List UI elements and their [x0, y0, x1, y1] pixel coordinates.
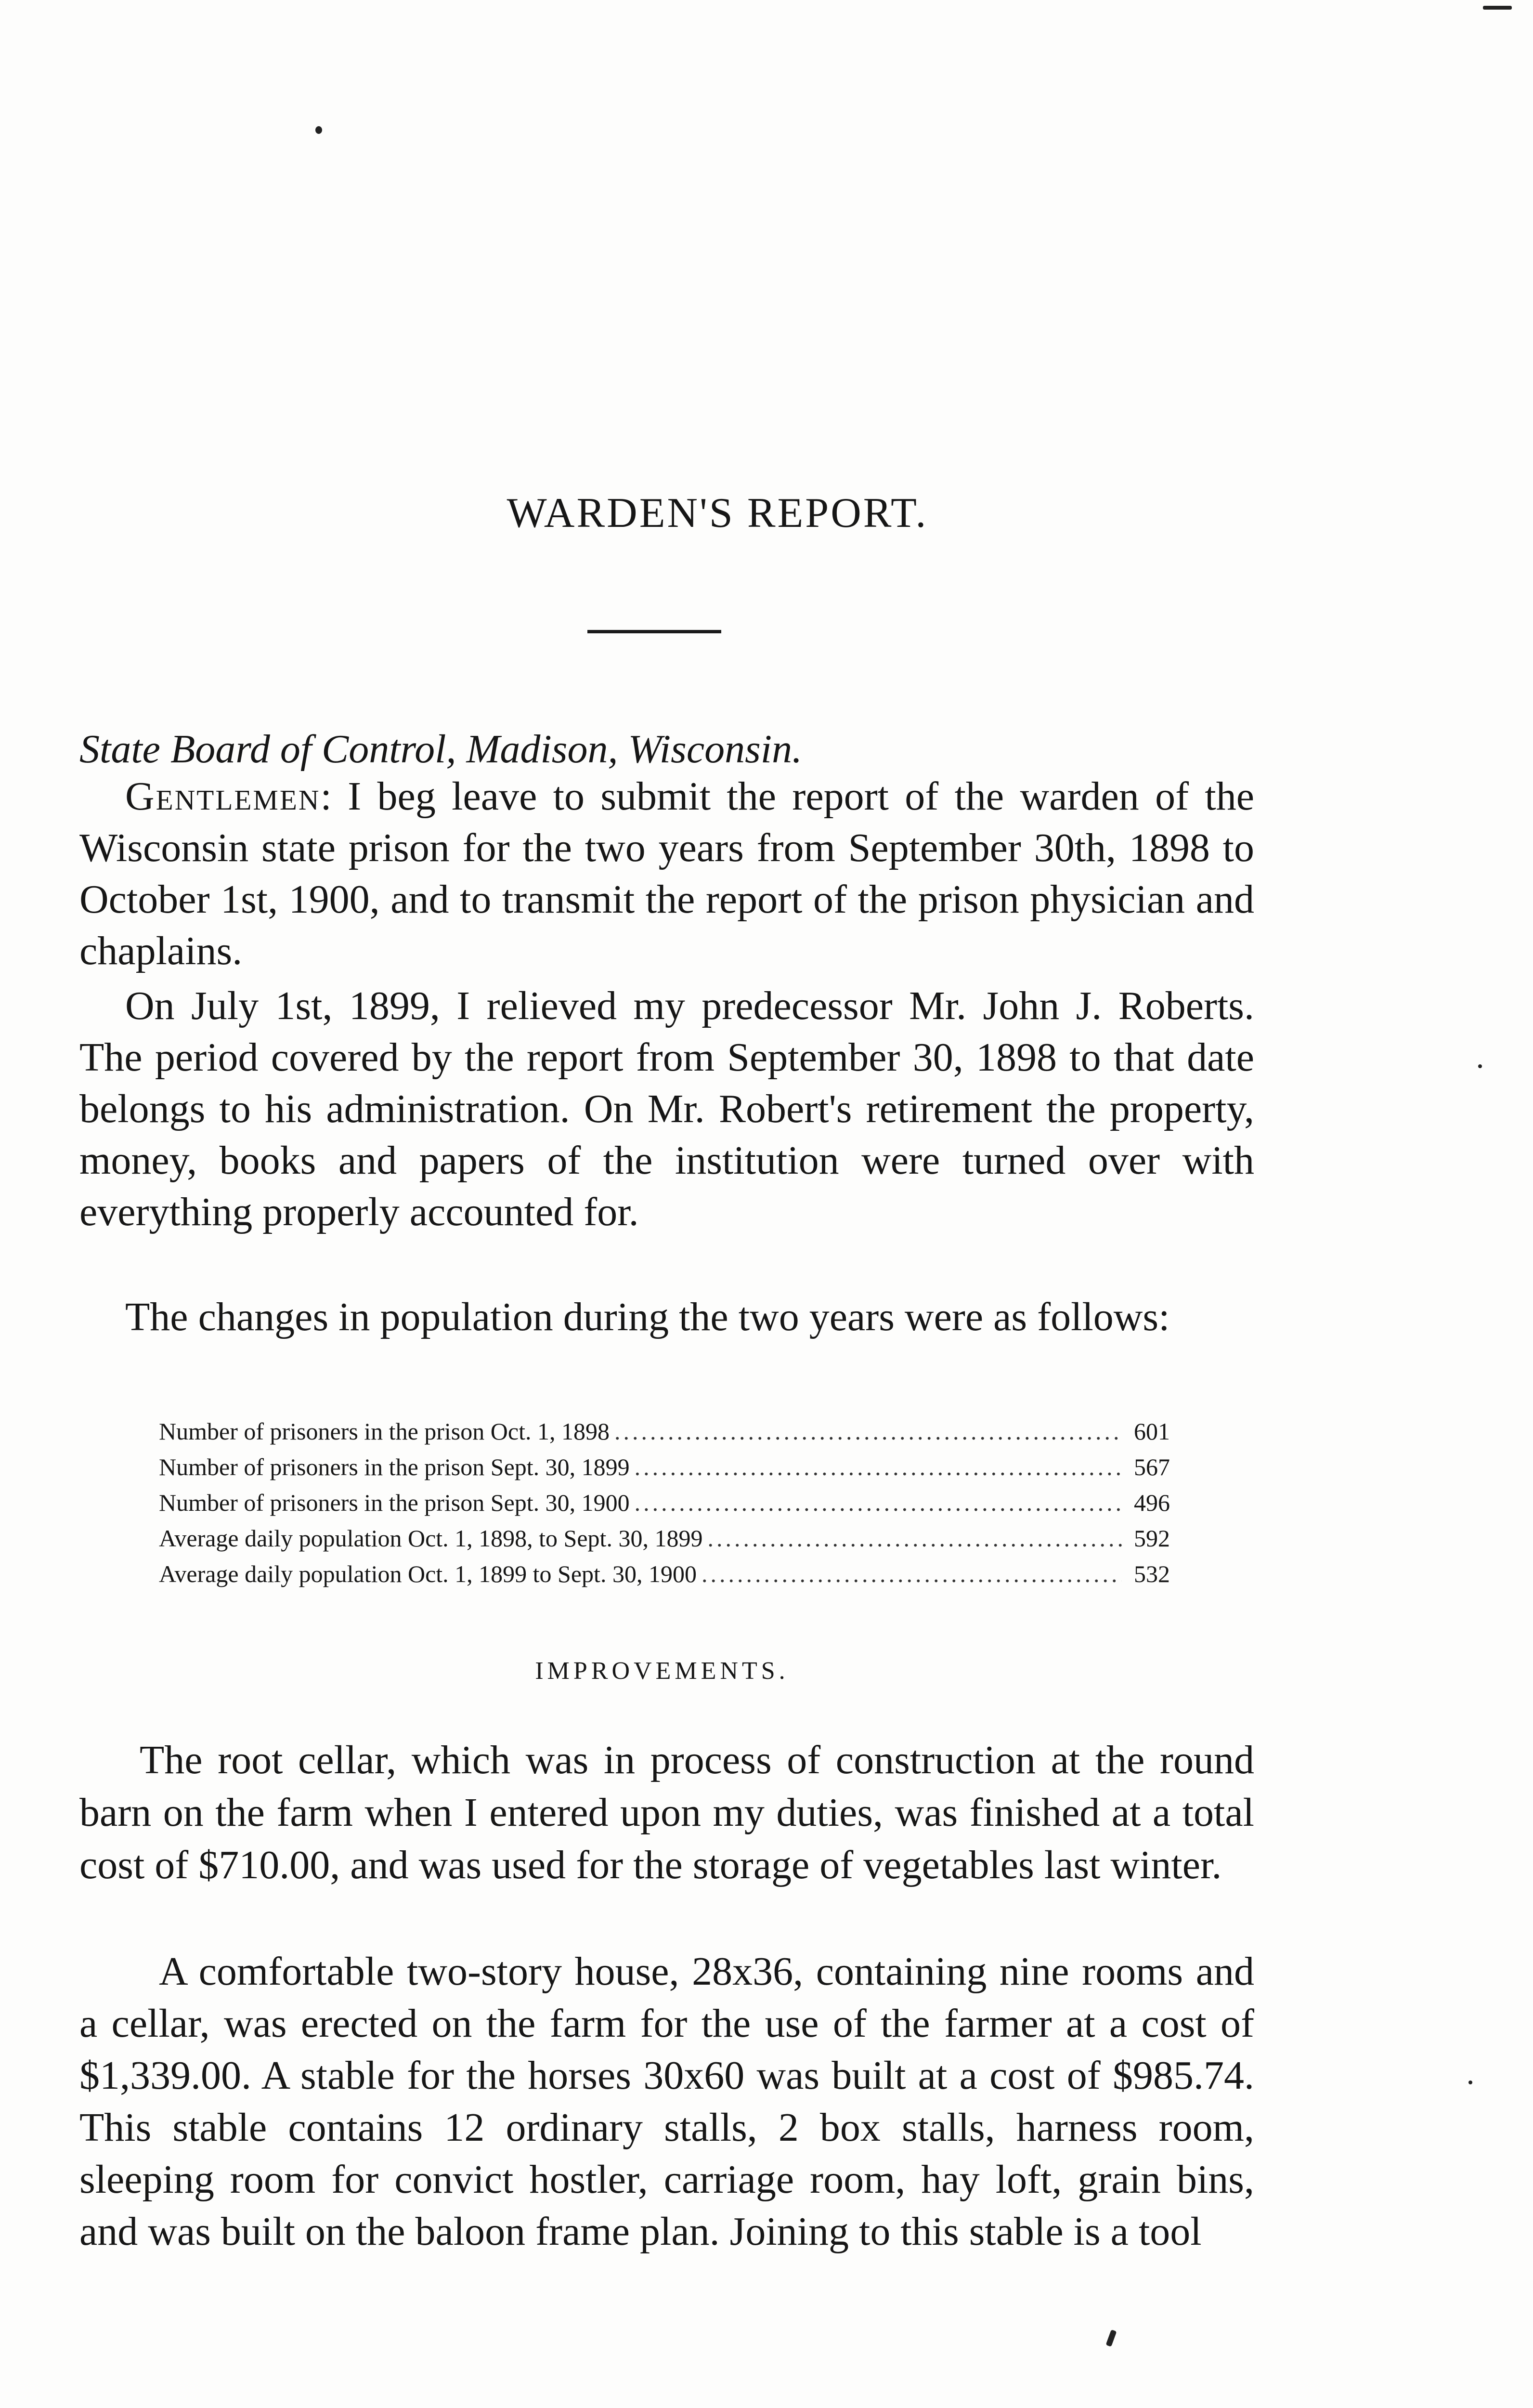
dot-leader — [614, 1413, 1122, 1449]
population-label: Average daily population Oct. 1, 1898, to Sept. 30, 1899 — [159, 1525, 703, 1552]
population-value: 567 — [1134, 1453, 1170, 1480]
dot-leader — [635, 1449, 1122, 1485]
paragraph-predecessor: On July 1st, 1899, I relieved my predecessor Mr. John J. Roberts. The period covered by the report from September 30, 1898 to that date belongs to his administration. On Mr. Robert's retirement the property, money, books and papers of the institution were turned over with everything properly accounted for. — [79, 983, 1254, 1234]
paragraph-farm-house: A comfortable two-story house, 28x36, containing nine rooms and a cellar, was erected on the farm for the use of the farmer at a cost of $1,339.00. A stable for the horses 30x60 was built at a cost of $985.74. This stable contains 12 ordinary stalls, 2 box stalls, harness room, sleeping room for convict hostler, carriage room, hay loft, grain bins, and was built on the baloon frame plan. Joining to this stable is a tool — [79, 1949, 1254, 2254]
population-row — [159, 1520, 1170, 1556]
population-value: 496 — [1134, 1489, 1170, 1516]
dot-leader — [707, 1520, 1122, 1556]
scan-speck — [1106, 2329, 1117, 2347]
population-row — [159, 1556, 1170, 1592]
population-value: 601 — [1134, 1418, 1170, 1445]
population-label: Number of prisoners in the prison Oct. 1, 1898 — [159, 1418, 610, 1445]
population-value: 592 — [1134, 1525, 1170, 1552]
section-heading-improvements: IMPROVEMENTS. — [535, 1657, 789, 1685]
population-row — [159, 1449, 1170, 1485]
paragraph-intro — [79, 771, 1254, 977]
addressee-line: State Board of Control, Madison, Wisconsin. — [79, 727, 803, 772]
population-value: 532 — [1134, 1560, 1170, 1587]
scan-speck — [1468, 2081, 1472, 2084]
population-label: Number of prisoners in the prison Sept. 30, 1900 — [159, 1489, 630, 1516]
paragraph-intro-text: I beg leave to submit the report of the warden of the Wisconsin state prison for the two years from September 30th, 1898 to October 1st, 1900, and to transmit the report of the prison physician and chaplains. — [79, 774, 1255, 973]
greeting-word: Gentlemen — [125, 774, 321, 819]
title-divider — [587, 630, 721, 633]
report-title: WARDEN'S REPORT. — [507, 490, 928, 537]
population-row — [159, 1413, 1170, 1449]
scan-speck — [1478, 1064, 1482, 1068]
paragraph-root-cellar: The root cellar, which was in process of construction at the round barn on the farm when I entered upon my duties, was finished at a total cost of $710.00, and was used for the storage of vegetables last winter. — [79, 1738, 1254, 1887]
population-label: Number of prisoners in the prison Sept. 30, 1899 — [159, 1453, 630, 1480]
scan-speck — [315, 126, 322, 134]
scan-speck — [1483, 6, 1512, 10]
paragraph-population-intro: The changes in population during the two years were as follows: — [125, 1295, 1170, 1339]
population-table — [159, 1413, 1170, 1592]
dot-leader — [702, 1556, 1122, 1592]
greeting-colon: : — [320, 774, 332, 819]
population-label: Average daily population Oct. 1, 1899 to Sept. 30, 1900 — [159, 1560, 697, 1587]
population-row — [159, 1485, 1170, 1520]
dot-leader — [635, 1485, 1122, 1520]
